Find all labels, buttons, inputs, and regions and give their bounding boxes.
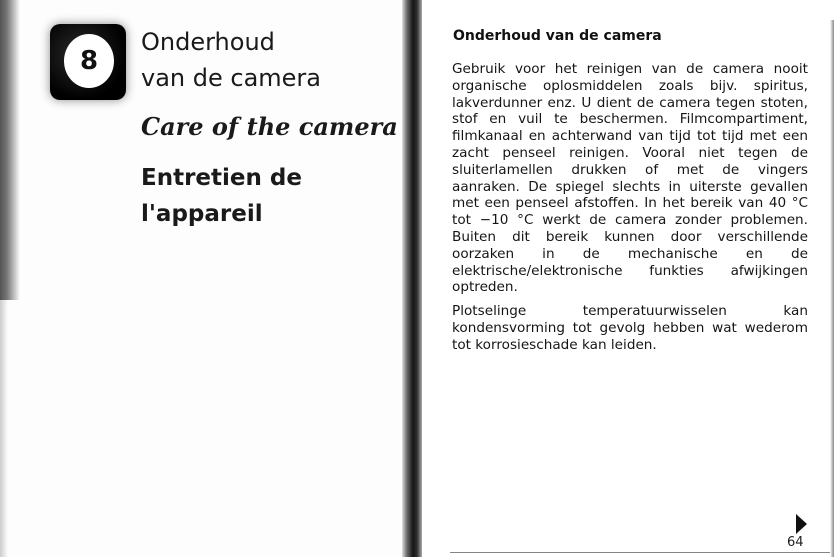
page-edge-shadow [0,0,20,300]
chapter-badge [50,24,126,100]
chapter-title-dutch [141,24,321,96]
chapter-title-french [141,160,302,232]
body-text [452,61,808,361]
chapter-circle [64,34,114,88]
page-edge-shadow-right [830,20,834,557]
chapter-title-dutch-line1: Onderhoud [141,28,275,56]
section-heading: Onderhoud van de camera [453,28,662,44]
page-edge-shadow-lower [0,300,8,557]
chapter-title-french-line2: l'appareil [141,201,263,227]
body-paragraph: Gebruik voor het reinigen van de camera nooit organische oplosmiddelen zoals bijv. spiritus, lakverdunner enz. U dient de camera tegen stoten, stof en vuil te beschermen. Filmcompartiment, filmkanaal en achterwand van tijd tot tijd met een zacht penseel reinigen. Vooral niet tegen de sluiterlamellen drukken of met de vingers aanraken. De spiegel slechts in uiterste gevallen met een penseel afstoffen. In het bereik van 40 °C tot −10 °C werkt de camera zonder problemen. Buiten dit bereik kunnen door verschillende oorzaken in de mechanische en de elektrische/elektronische funkties afwijkingen optreden. [452,61,808,296]
book-gutter [402,0,422,557]
triangle-right-icon [796,514,807,534]
chapter-title-dutch-line2: van de camera [141,64,321,92]
chapter-title-french-line1: Entretien de [141,165,302,191]
chapter-title-english: Care of the camera [141,112,398,141]
bottom-rule [450,552,830,553]
page-number: 64 [787,535,804,550]
body-paragraph: Plotselinge temperatuurwisselen kan kondensvorming tot gevolg hebben wat wederom tot korrosieschade kan leiden. [452,303,808,353]
chapter-number: 8 [79,46,99,76]
